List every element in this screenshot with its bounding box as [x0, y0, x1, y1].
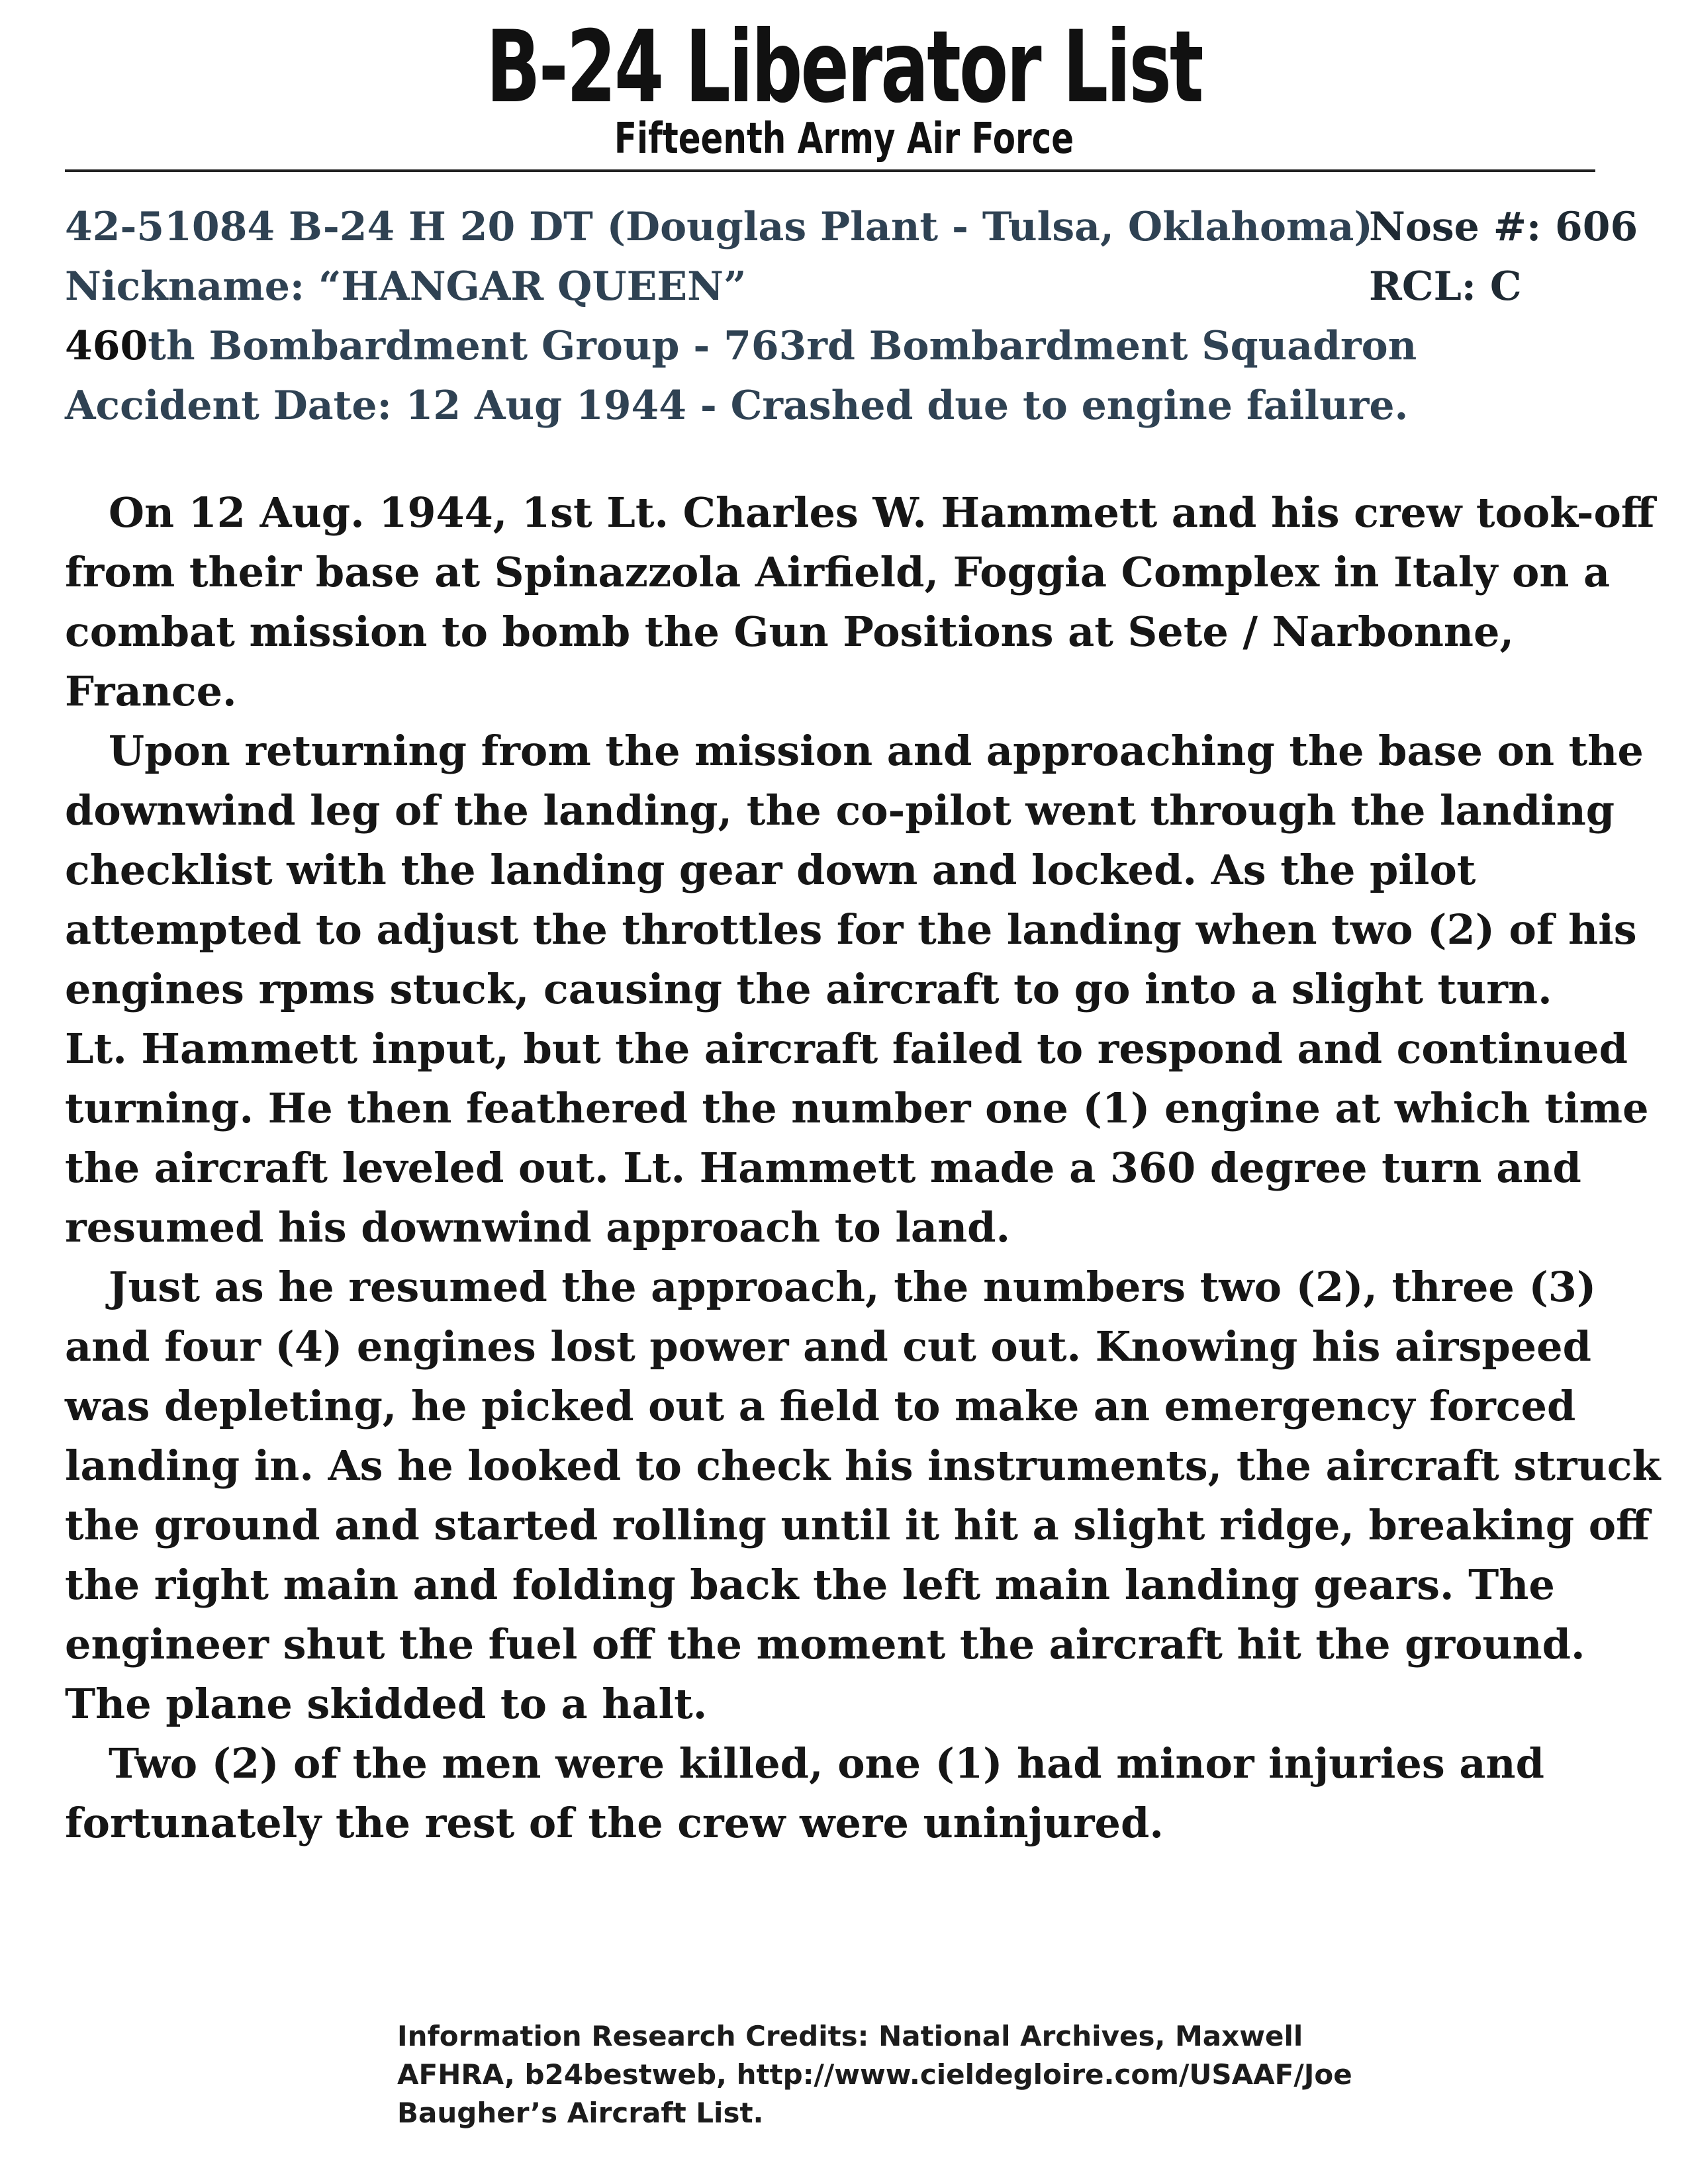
rcl-code: RCL: C	[1369, 263, 1522, 310]
nose-number: Nose #: 606	[1369, 204, 1638, 250]
narrative-paragraph-1: On 12 Aug. 1944, 1st Lt. Charles W. Hammett and his crew took-off from their base at Spinazzola Airfield, Foggia Complex in Italy on a combat mission to bomb the Gun Positions at Sete / Narbonne, France.	[65, 488, 1655, 715]
serial-line: 42-51084 B-24 H 20 DT (Douglas Plant - Tulsa, Oklahoma)	[65, 204, 1373, 250]
nickname: Nickname: “HANGAR QUEEN”	[65, 263, 747, 310]
narrative-paragraph-5: Two (2) of the men were killed, one (1) had minor injuries and fortunately the rest of the crew were uninjured.	[65, 1739, 1544, 1847]
group-line	[65, 316, 1417, 376]
narrative-paragraph-4: Just as he resumed the approach, the numbers two (2), three (3) and four (4) engines lost power and cut out. Knowing his airspeed was depleting, he picked out a field to make an emergency forced landing in. As he looked to check his instruments, the aircraft struck the ground and started rolling until it hit a slight ridge, breaking off the right main and folding back the left main landing gears. The engineer shut the fuel off the moment the aircraft hit the ground. The plane skidded to a halt.	[65, 1263, 1661, 1728]
title-divider	[65, 169, 1595, 172]
accident-narrative	[65, 483, 1667, 1853]
narrative-paragraph-2: Upon returning from the mission and approaching the base on the downwind leg of the landing, the co-pilot went through the landing checklist with the landing gear down and locked. As the pilot attempted to adjust the throttles for the landing when two (2) of his engines rpms stuck, causing the aircraft to go into a slight turn.	[65, 727, 1644, 1013]
page-title: B-24 Liberator List	[486, 10, 1202, 125]
group-squadron: th Bombardment Group - 763rd Bombardment Squadron	[148, 323, 1417, 369]
group-number: 460	[65, 323, 148, 369]
accident-line: Accident Date: 12 Aug 1944 - Crashed due to engine failure.	[65, 383, 1409, 429]
research-credits: Information Research Credits: National Archives, Maxwell AFHRA, b24bestweb, http://www.cieldegloire.com/USAAF/Joe Baugher’s Aircraft List.	[397, 2020, 1352, 2129]
narrative-paragraph-3: Lt. Hammett input, but the aircraft failed to respond and continued turning. He then feathered the number one (1) engine at which time the aircraft leveled out. Lt. Hammett made a 360 degree turn and resumed his downwind approach to land.	[65, 1024, 1649, 1251]
page-subtitle: Fifteenth Army Air Force	[614, 114, 1074, 163]
